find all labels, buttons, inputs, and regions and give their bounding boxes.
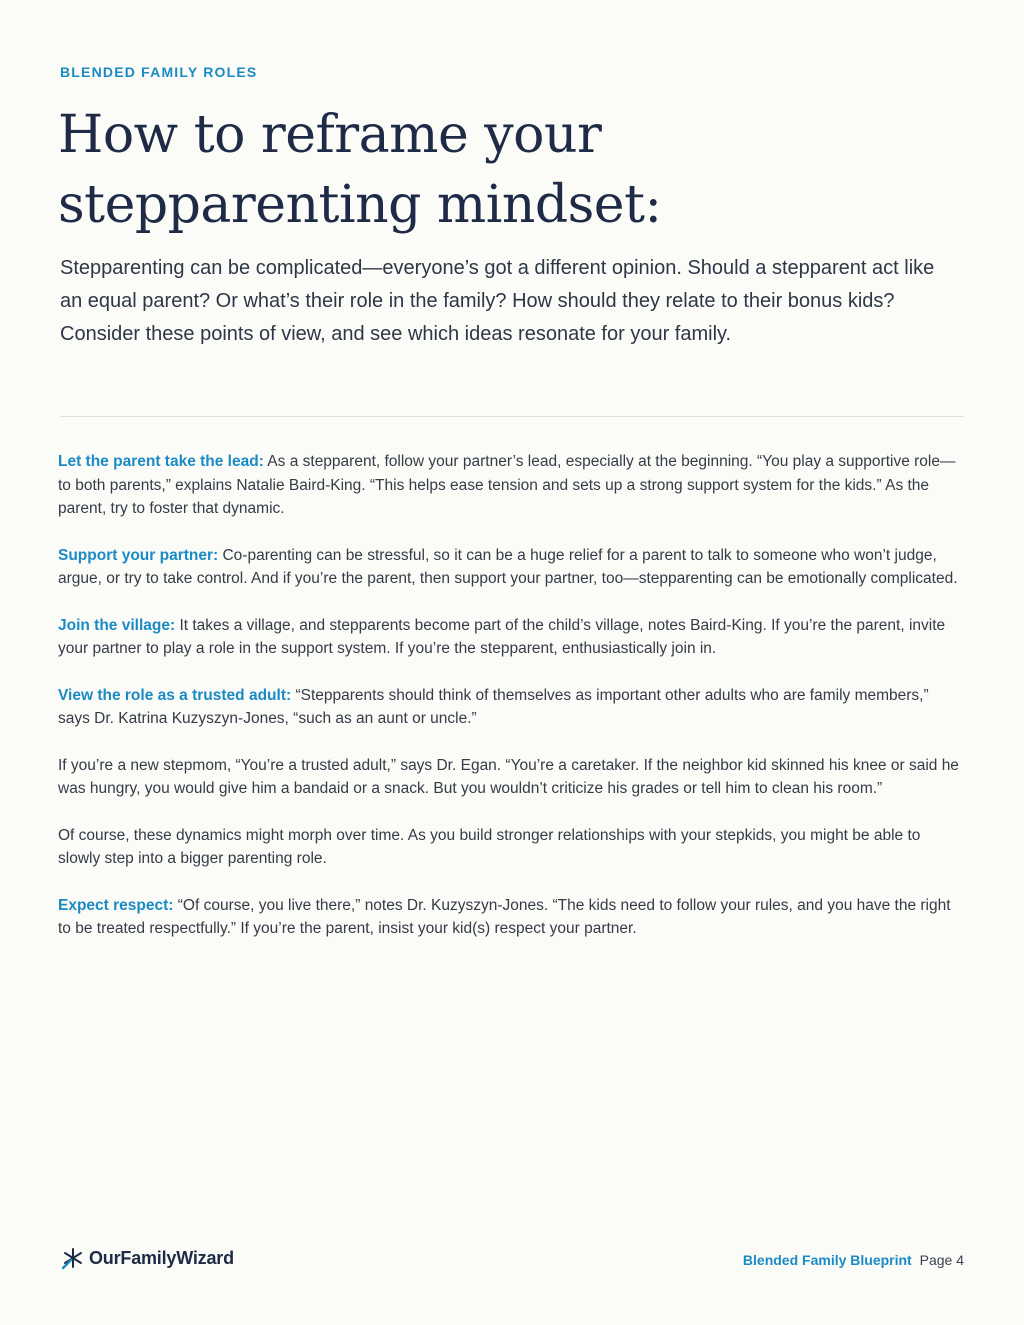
paragraph-expect-respect — [58, 894, 964, 941]
section-eyebrow: BLENDED FAMILY ROLES — [60, 64, 258, 80]
booklet-title: Blended Family Blueprint — [742, 1252, 912, 1268]
paragraph-lead: Join the village: — [58, 616, 176, 634]
intro-paragraph: Stepparenting can be complicated—everyone’s got a different opinion. Should a stepparent act like an equal parent? Or what’s their role in the family? How should they relate to their bonus kids? Consider these points of view, and see which ideas resonate for your family. — [60, 257, 935, 345]
section-divider — [60, 416, 964, 417]
paragraph-text: “Stepparents should think of themselves as important other adults who are family members,” says Dr. Katrina Kuzyszyn-Jones, “such as an aunt or uncle.” — [58, 686, 929, 727]
brand-logo — [60, 1244, 234, 1272]
paragraph-lead: Let the parent take the lead: — [58, 453, 264, 470]
page-title: How to reframe your stepparenting mindset: — [58, 105, 662, 235]
paragraph-new-stepmom — [58, 754, 964, 801]
paragraph-lead: Support your partner: — [58, 546, 219, 564]
paragraph-parent-lead — [58, 450, 964, 521]
paragraph-text: If you’re a new stepmom, “You’re a trusted adult,” says Dr. Egan. “You’re a caretaker. If the neighbor kid skinned his knee or said he was hungry, you would give him a bandaid or a snack. But you wouldn’t criticize his grades or tell him to clean his room.” — [58, 756, 959, 797]
page-number: Page 4 — [919, 1252, 964, 1268]
paragraph-text: “Of course, you live there,” notes Dr. Kuzyszyn-Jones. “The kids need to follow your rules, and you have the right to be treated respectfully.” If you’re the parent, insist your kid(s) respect your partner. — [58, 896, 951, 937]
paragraph-text: It takes a village, and stepparents become part of the child’s village, notes Baird-King. If you’re the parent, invite your partner to play a role in the support system. If you’re the stepparent, enthusiastically join in. — [58, 616, 946, 657]
starburst-logo-icon — [60, 1245, 86, 1271]
paragraph-support-partner — [58, 544, 964, 591]
paragraph-text: Of course, these dynamics might morph over time. As you build stronger relationships with your stepkids, you might be able to slowly step into a bigger parenting role. — [58, 826, 921, 867]
paragraph-dynamics-morph — [58, 824, 964, 871]
paragraph-join-village — [58, 614, 964, 661]
paragraph-lead: Expect respect: — [58, 896, 174, 914]
paragraph-lead: View the role as a trusted adult: — [58, 686, 292, 704]
paragraph-text: As a stepparent, follow your partner’s lead, especially at the beginning. “You play a supportive role—to both parents,” explains Natalie Baird-King. “This helps ease tension and sets up a strong support system for the kids.” As the parent, try to foster that dynamic. — [58, 453, 956, 517]
paragraph-trusted-adult — [58, 684, 964, 731]
body-content — [58, 450, 964, 964]
page-footer — [743, 1252, 964, 1268]
paragraph-text: Co-parenting can be stressful, so it can be a huge relief for a parent to talk to someone who won’t judge, argue, or try to take control. And if you’re the parent, then support your partner, too—stepparenting can be emotionally complicated. — [58, 546, 958, 587]
brand-name: OurFamilyWizard — [89, 1247, 234, 1268]
